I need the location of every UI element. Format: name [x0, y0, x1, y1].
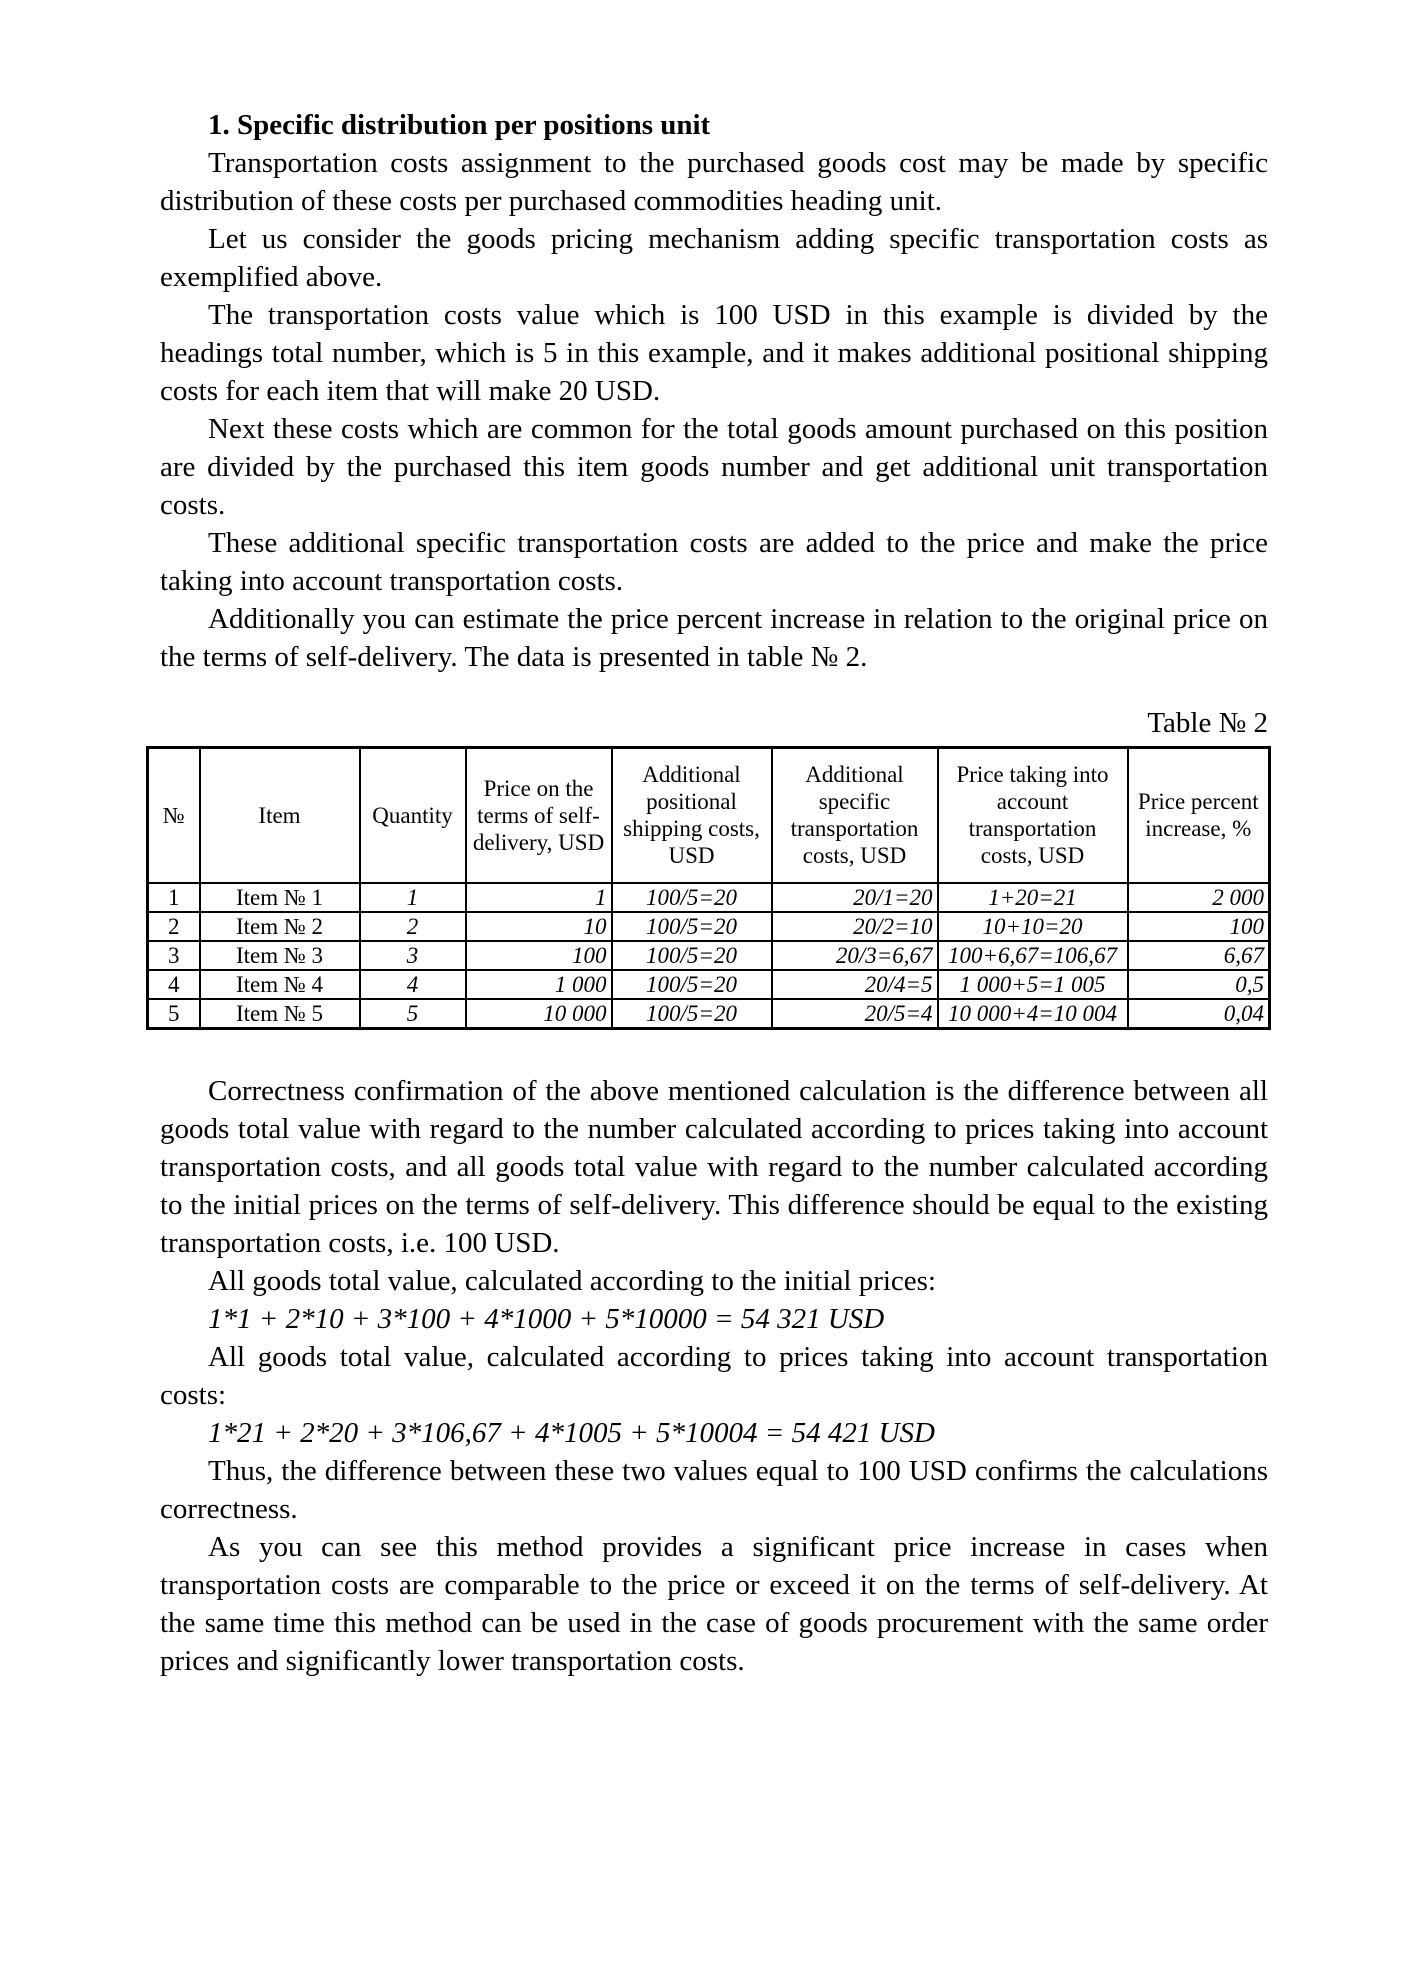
table-cell: 20/2=10	[772, 912, 938, 941]
table-cell: 1	[466, 883, 612, 912]
table-cell: 20/4=5	[772, 970, 938, 999]
paragraph-common-costs: Next these costs which are common for the total goods amount purchased on this position are divided by the purchased this item goods number and get additional unit transportation costs.	[160, 413, 1268, 521]
col-header-percent-increase: Price percent increase, %	[1128, 748, 1270, 883]
table-cell: Item № 1	[200, 883, 360, 912]
table-cell: 4	[148, 970, 200, 999]
table-cell: 1	[360, 883, 466, 912]
col-header-additional-positional: Additional positional shipping costs, USD	[612, 748, 772, 883]
table-cell: 100/5=20	[612, 883, 772, 912]
table-cell: 3	[360, 941, 466, 970]
table-cell: Item № 4	[200, 970, 360, 999]
col-header-number: №	[148, 748, 200, 883]
table-cell: 0,5	[1128, 970, 1270, 999]
table-cell: 6,67	[1128, 941, 1270, 970]
paragraph-account-prices-label: All goods total value, calculated according to prices taking into account transportation costs:	[160, 1340, 1268, 1411]
table-row	[148, 999, 1270, 1029]
paragraph-difference: Thus, the difference between these two values equal to 100 USD confirms the calculations correctness.	[160, 1454, 1268, 1525]
table-header-row	[148, 748, 1270, 883]
table-cell: 20/1=20	[772, 883, 938, 912]
paragraph-pricing-mechanism: Let us consider the goods pricing mechanism adding specific transportation costs as exemplified above.	[160, 223, 1268, 293]
table-cell: 100/5=20	[612, 912, 772, 941]
table-cell: 5	[148, 999, 200, 1029]
table-cell: 2 000	[1128, 883, 1270, 912]
table-cell: 10+10=20	[938, 912, 1128, 941]
table-cell: 0,04	[1128, 999, 1270, 1029]
table-cell: 10 000+4=10 004	[938, 999, 1128, 1029]
table-cell: 100/5=20	[612, 999, 772, 1029]
paragraph-transport-assignment: Transportation costs assignment to the purchased goods cost may be made by specific distribution of these costs per purchased commodities heading unit.	[160, 147, 1268, 217]
table-cell: Item № 3	[200, 941, 360, 970]
table-cell: 10	[466, 912, 612, 941]
table-cell: Item № 5	[200, 999, 360, 1029]
section-heading: 1. Specific distribution per positions unit	[208, 109, 711, 141]
table-cell: Item № 2	[200, 912, 360, 941]
table-cell: 1 000+5=1 005	[938, 970, 1128, 999]
table-cell: 100	[1128, 912, 1270, 941]
table-cell: 100/5=20	[612, 970, 772, 999]
paragraph-correctness: Correctness confirmation of the above mentioned calculation is the difference between all goods total value with regard to the number calculated according to prices taking into account transportation costs, and all goods total value with regard to the number calculated according to the initial prices on the terms of self-delivery. This difference should be equal to the existing transportation costs, i.e. 100 USD.	[160, 1074, 1268, 1259]
paragraph-percent-increase: Additionally you can estimate the price percent increase in relation to the original price on the terms of self-delivery. The data is presented in table № 2.	[160, 603, 1268, 673]
col-header-price-taking-account: Price taking into account transportation costs, USD	[938, 748, 1128, 883]
table-caption: Table № 2	[1147, 707, 1268, 739]
table-row	[148, 941, 1270, 970]
col-header-price-self-delivery: Price on the terms of self-delivery, USD	[466, 748, 612, 883]
table-cell: 20/3=6,67	[772, 941, 938, 970]
table-cell: 5	[360, 999, 466, 1029]
cost-distribution-table	[146, 746, 1271, 1030]
paragraph-conclusion: As you can see this method provides a significant price increase in cases when transportation costs are comparable to the price or exceed it on the terms of self-delivery. At the same time this method can be used in the case of goods procurement with the same order prices and significantly lower transportation costs.	[160, 1530, 1268, 1677]
table-cell: 4	[360, 970, 466, 999]
paragraph-added-to-price: These additional specific transportation costs are added to the price and make the price taking into account transportation costs.	[160, 527, 1268, 597]
formula-account-prices: 1*21 + 2*20 + 3*106,67 + 4*1005 + 5*10004 = 54 421 USD	[208, 1416, 935, 1449]
paragraph-costs-divided: The transportation costs value which is 100 USD in this example is divided by the headings total number, which is 5 in this example, and it makes additional positional shipping costs for each item that will make 20 USD.	[160, 299, 1268, 407]
table-cell: 100	[466, 941, 612, 970]
col-header-additional-specific: Additional specific transportation costs, USD	[772, 748, 938, 883]
table-cell: 10 000	[466, 999, 612, 1029]
table-cell: 100+6,67=106,67	[938, 941, 1128, 970]
table-row	[148, 912, 1270, 941]
table-cell: 1 000	[466, 970, 612, 999]
table-cell: 20/5=4	[772, 999, 938, 1029]
col-header-item: Item	[200, 748, 360, 883]
table-row	[148, 970, 1270, 999]
col-header-quantity: Quantity	[360, 748, 466, 883]
table-cell: 2	[148, 912, 200, 941]
formula-initial-prices: 1*1 + 2*10 + 3*100 + 4*1000 + 5*10000 = 54 321 USD	[208, 1302, 885, 1335]
table-row	[148, 883, 1270, 912]
table-cell: 1	[148, 883, 200, 912]
table-cell: 1+20=21	[938, 883, 1128, 912]
table-cell: 2	[360, 912, 466, 941]
paragraph-initial-prices-label: All goods total value, calculated according to the initial prices:	[208, 1264, 936, 1297]
table-cell: 3	[148, 941, 200, 970]
table-cell: 100/5=20	[612, 941, 772, 970]
